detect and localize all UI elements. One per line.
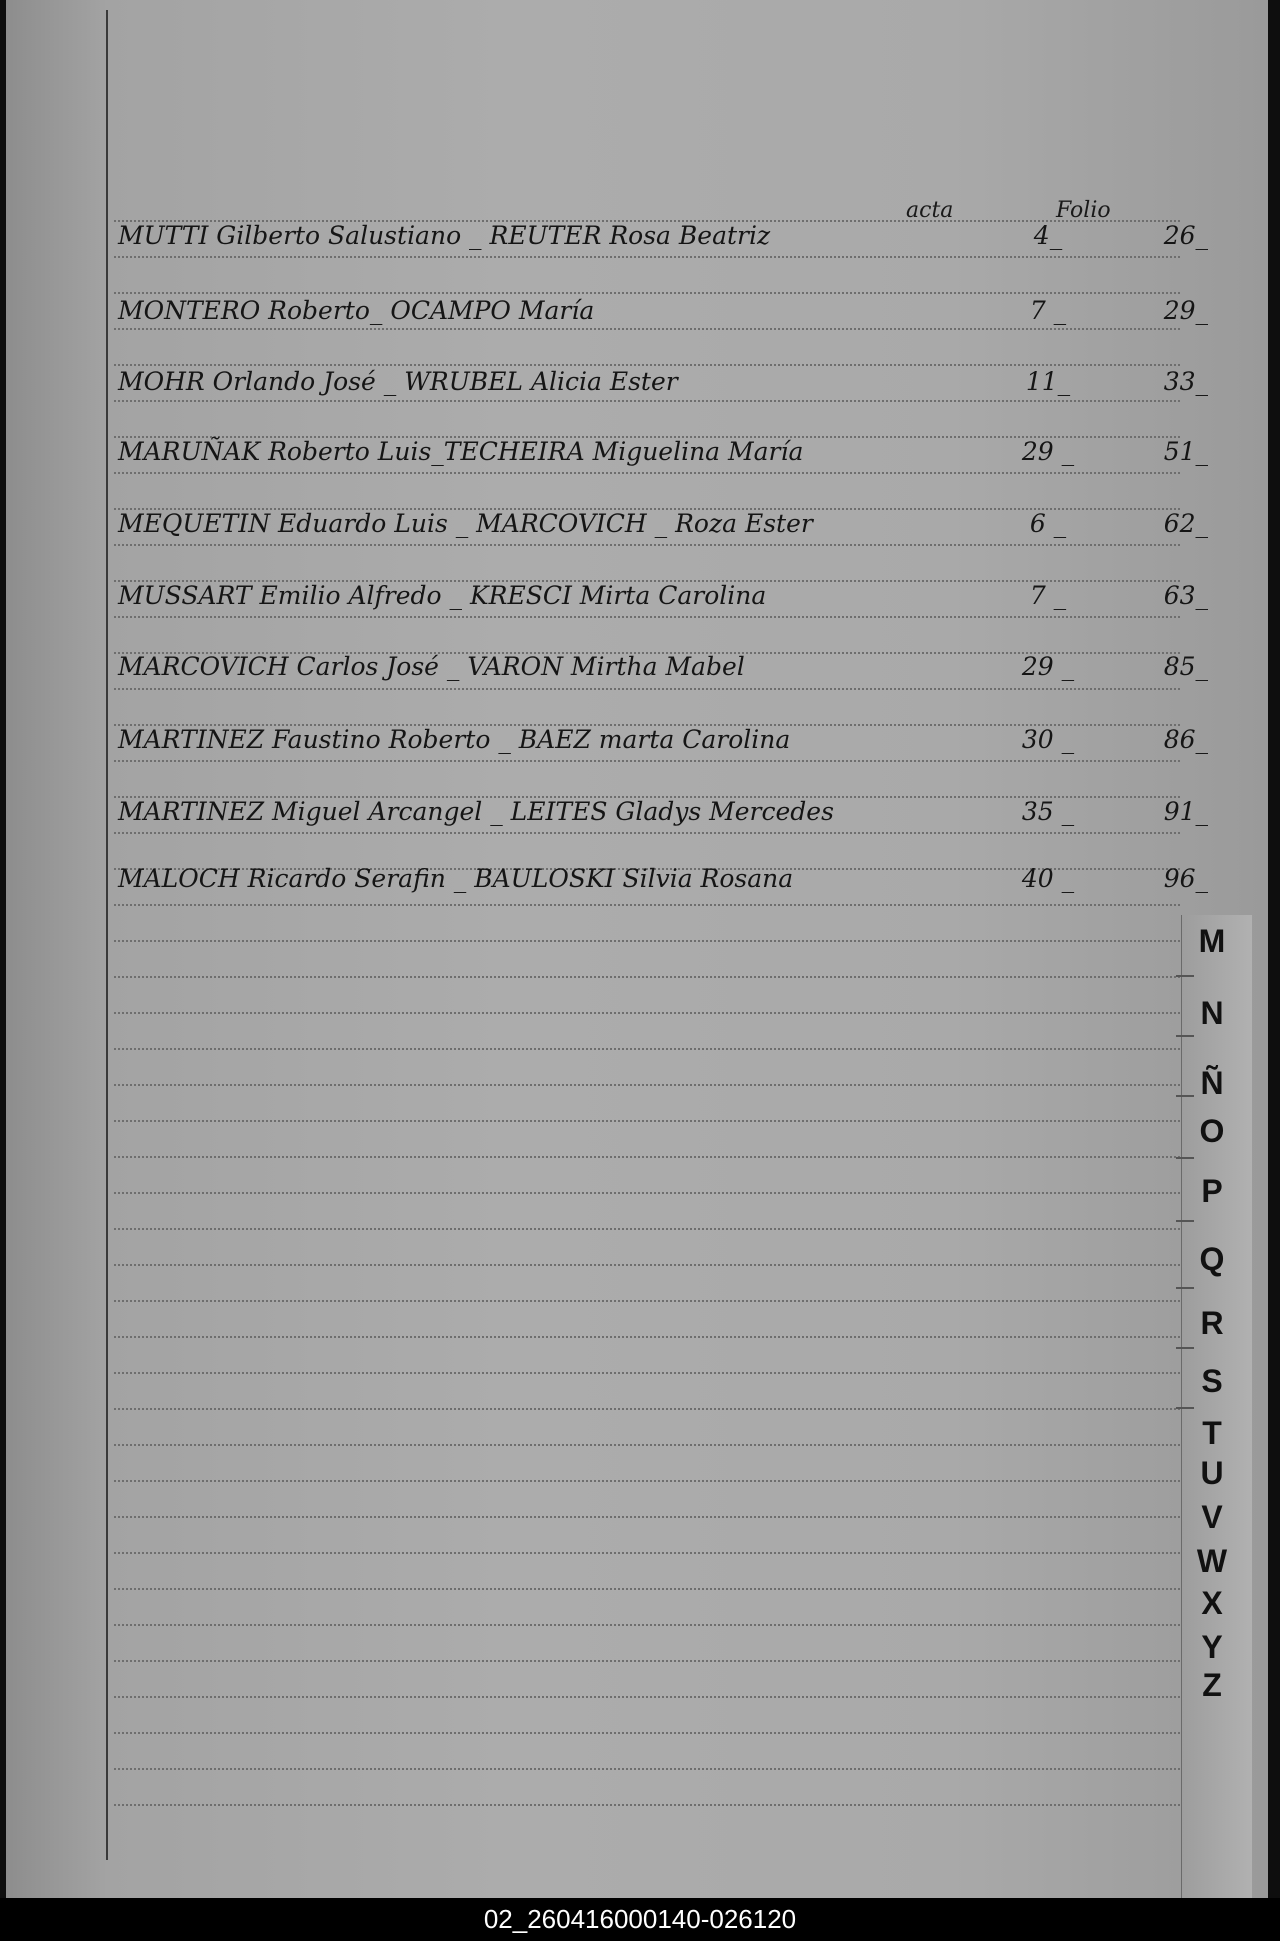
ledger-entry [118, 788, 1208, 828]
index-tab-q[interactable]: Q [1199, 1241, 1225, 1277]
entry-folio: 26_ [1163, 221, 1208, 250]
entry-acta: 11_ [1025, 367, 1071, 396]
ruled-line [114, 1264, 1180, 1266]
tab-divider [1176, 1347, 1194, 1349]
tab-divider [1176, 1407, 1194, 1409]
entry-folio: 91_ [1163, 797, 1208, 826]
ruled-line [114, 1624, 1180, 1626]
index-tab-x[interactable]: X [1201, 1585, 1223, 1621]
index-tab-w[interactable]: W [1196, 1543, 1228, 1579]
ledger-entry [118, 428, 1208, 468]
entry-names: MEQUETIN Eduardo Luis _ MARCOVICH _ Roza Ester [118, 509, 813, 538]
entry-names: MUSSART Emilio Alfredo _ KRESCI Mirta Carolina [118, 581, 767, 610]
entry-names: MALOCH Ricardo Serafin _ BAULOSKI Silvia Rosana [118, 864, 794, 893]
ruled-line [114, 1192, 1180, 1194]
index-tab-z[interactable]: Z [1202, 1667, 1222, 1703]
entry-names: MUTTI Gilberto Salustiano _ REUTER Rosa Beatriz [118, 221, 771, 250]
ruled-line [114, 832, 1180, 834]
index-tab-v[interactable]: V [1201, 1499, 1223, 1535]
entry-folio: 62_ [1163, 509, 1208, 538]
ruled-line [114, 688, 1180, 690]
entry-folio: 51_ [1163, 437, 1208, 466]
tab-divider [1176, 1220, 1194, 1222]
ruled-line [114, 1444, 1180, 1446]
entry-folio: 96_ [1163, 864, 1208, 893]
column-header-acta: acta [906, 198, 954, 223]
ruled-line [114, 1552, 1180, 1554]
entry-names: MARTINEZ Miguel Arcangel _ LEITES Gladys Mercedes [118, 797, 834, 826]
ruled-line [114, 1588, 1180, 1590]
ruled-line [114, 1156, 1180, 1158]
ruled-line [114, 904, 1180, 906]
tab-divider [1176, 1095, 1194, 1097]
ruled-line [114, 1768, 1180, 1770]
entry-folio: 33_ [1163, 367, 1208, 396]
index-tab-r[interactable]: R [1200, 1305, 1224, 1341]
entry-folio: 86_ [1163, 725, 1208, 754]
ruled-line [114, 1660, 1180, 1662]
ruled-line [114, 328, 1180, 330]
entry-folio: 63_ [1163, 581, 1208, 610]
ruled-line [114, 400, 1180, 402]
ruled-line [114, 940, 1180, 942]
index-tab-o[interactable]: O [1199, 1113, 1225, 1149]
ruled-line [114, 616, 1180, 618]
margin-line [106, 10, 108, 1860]
entry-acta: 4_ [1033, 221, 1063, 250]
ruled-line [114, 544, 1180, 546]
entry-names: MOHR Orlando José _ WRUBEL Alicia Ester [118, 367, 678, 396]
ruled-line [114, 1804, 1180, 1806]
ledger-page [6, 0, 1268, 1898]
ruled-line [114, 1336, 1180, 1338]
entry-names: MONTERO Roberto_ OCAMPO María [118, 296, 595, 325]
ruled-line [114, 1120, 1180, 1122]
ruled-line [114, 976, 1180, 978]
entry-acta: 35 _ [1021, 797, 1075, 826]
ruled-line [114, 1300, 1180, 1302]
tab-divider [1176, 1035, 1194, 1037]
ledger-entry [118, 287, 1208, 327]
ledger-entry [118, 572, 1208, 612]
entry-folio: 29_ [1163, 296, 1208, 325]
alphabet-index-tabs [1181, 915, 1252, 1900]
ruled-line [114, 1516, 1180, 1518]
ruled-line [114, 256, 1180, 258]
ledger-entry [118, 358, 1208, 398]
column-header-folio: Folio [1056, 198, 1111, 223]
ruled-line [114, 1084, 1180, 1086]
entry-acta: 7 _ [1029, 296, 1067, 325]
ruled-line [114, 1012, 1180, 1014]
tab-divider [1176, 1287, 1194, 1289]
index-tab-y[interactable]: Y [1201, 1629, 1223, 1665]
entry-acta: 30 _ [1021, 725, 1075, 754]
entry-acta: 29 _ [1021, 437, 1075, 466]
scan-code: 02_260416000140-026120 [483, 1904, 797, 1934]
ledger-entry [118, 643, 1208, 683]
index-tab-u[interactable]: U [1200, 1455, 1224, 1491]
scan-footer [0, 1898, 1280, 1941]
ruled-line [114, 760, 1180, 762]
index-tab-p[interactable]: P [1201, 1173, 1223, 1209]
entry-acta: 6 _ [1029, 509, 1067, 538]
ledger-entry [118, 212, 1208, 252]
ledger-entry [118, 855, 1208, 895]
index-tab-m[interactable]: M [1198, 923, 1226, 959]
entry-names: MARCOVICH Carlos José _ VARON Mirtha Mabel [118, 652, 745, 681]
entry-acta: 40 _ [1021, 864, 1075, 893]
tab-divider [1176, 1157, 1194, 1159]
index-tab-n[interactable]: N [1200, 995, 1224, 1031]
ruled-line [114, 472, 1180, 474]
ruled-line [114, 1696, 1180, 1698]
index-tab-enie[interactable]: Ñ [1200, 1065, 1224, 1101]
ruled-line [114, 1480, 1180, 1482]
entry-folio: 85_ [1163, 652, 1208, 681]
ruled-line [114, 1048, 1180, 1050]
entry-names: MARTINEZ Faustino Roberto _ BAEZ marta Carolina [118, 725, 791, 754]
ledger-entry [118, 716, 1208, 756]
index-tab-s[interactable]: S [1201, 1363, 1223, 1399]
entry-acta: 29 _ [1021, 652, 1075, 681]
ruled-line [114, 1228, 1180, 1230]
ruled-line [114, 1372, 1180, 1374]
index-tab-t[interactable]: T [1202, 1415, 1222, 1451]
ledger-entry [118, 500, 1208, 540]
entry-names: MARUÑAK Roberto Luis_TECHEIRA Miguelina María [118, 437, 804, 466]
ruled-line [114, 1408, 1180, 1410]
entry-acta: 7 _ [1029, 581, 1067, 610]
ruled-line [114, 1732, 1180, 1734]
tab-divider [1176, 975, 1194, 977]
